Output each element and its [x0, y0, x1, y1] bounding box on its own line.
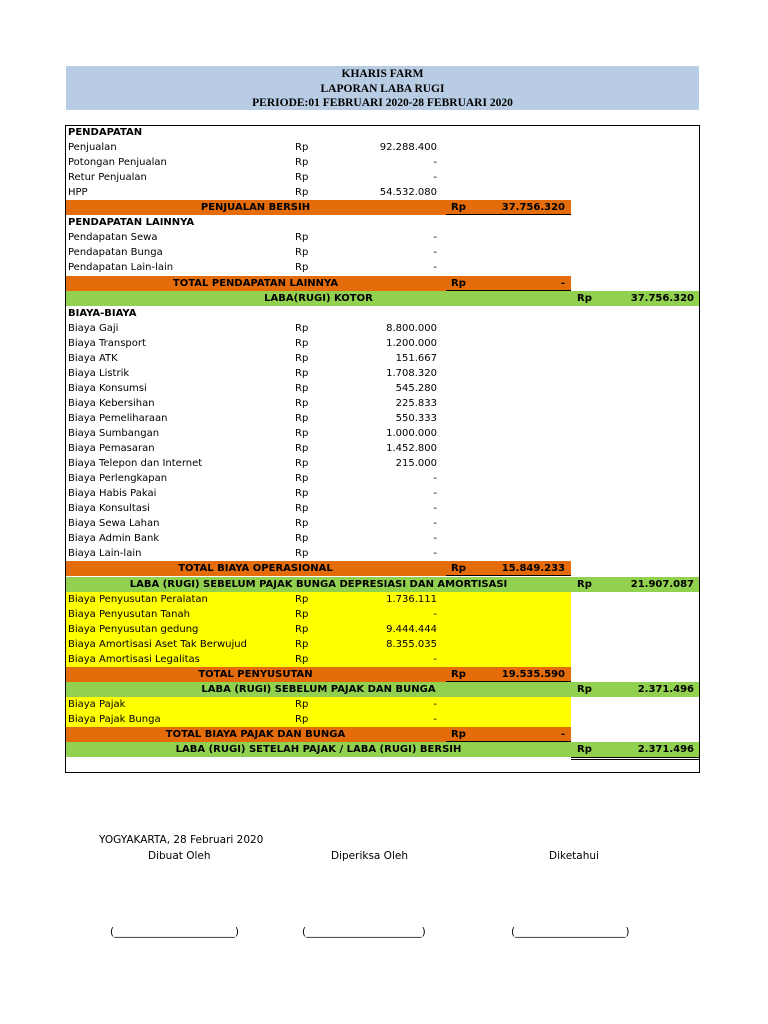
currency-label: Rp [295, 698, 309, 710]
line-item [66, 652, 699, 667]
line-item-label: Biaya Konsumsi [68, 382, 147, 394]
line-item [66, 712, 699, 727]
line-item-value: - [433, 157, 437, 169]
line-item [66, 260, 699, 275]
currency-label: Rp [295, 593, 309, 605]
currency-label: Rp [577, 578, 592, 590]
line-item-value: 225.833 [395, 397, 437, 409]
currency-label: Rp [295, 518, 309, 530]
currency-label: Rp [295, 172, 309, 184]
subtotal-label: TOTAL PENDAPATAN LAINNYA [172, 277, 339, 289]
line-item-label: Biaya Sewa Lahan [68, 518, 160, 530]
line-item-value: 8.355.035 [386, 638, 437, 650]
section-title [66, 306, 699, 321]
signature-line-acknowledger: (_____________________) [511, 926, 630, 938]
line-item-label: Biaya Amortisasi Legalitas [68, 653, 200, 665]
line-item-value: 1.452.800 [386, 443, 437, 455]
section-title-text: BIAYA-BIAYA [68, 307, 137, 319]
line-item [66, 516, 699, 531]
line-item-value: 1.736.111 [386, 593, 437, 605]
line-item [66, 155, 699, 170]
signature-line-checker: (______________________) [302, 926, 426, 938]
currency-label: Rp [295, 488, 309, 500]
line-item [66, 140, 699, 155]
currency-label: Rp [295, 397, 309, 409]
line-item-value: 1.200.000 [386, 337, 437, 349]
currency-label: Rp [295, 428, 309, 439]
line-item [66, 170, 699, 185]
line-item-label: Biaya Gaji [68, 322, 119, 334]
line-item-label: Biaya Kebersihan [68, 397, 155, 409]
line-item-label: Biaya Pajak [68, 698, 126, 710]
line-item-value: - [433, 518, 437, 530]
report-title: LAPORAN LABA RUGI [320, 82, 445, 95]
line-item [66, 185, 699, 200]
line-item [66, 230, 699, 245]
line-item [66, 351, 699, 366]
currency-label: Rp [295, 247, 309, 259]
currency-label: Rp [295, 653, 309, 665]
line-item-value: 8.800.000 [386, 322, 437, 334]
line-item-value: - [433, 608, 437, 620]
line-item-label: Potongan Penjualan [68, 157, 167, 169]
line-item [66, 245, 699, 260]
line-item-label: Pendapatan Lain-lain [68, 262, 174, 274]
line-item-label: Biaya Amortisasi Aset Tak Berwujud [68, 638, 247, 650]
summary-label: LABA (RUGI) SEBELUM PAJAK BUNGA DEPRESIASI DAN AMORTISASI [129, 578, 508, 590]
line-item-value: 92.288.400 [379, 142, 437, 154]
line-item-value: 1.708.320 [386, 367, 437, 379]
currency-label: Rp [451, 202, 466, 214]
line-item [66, 411, 699, 426]
currency-label: Rp [295, 262, 309, 274]
subtotal-value: - [560, 277, 565, 289]
currency-label: Rp [295, 608, 309, 620]
line-item-value: 550.333 [395, 412, 437, 424]
currency-label: Rp [295, 713, 309, 725]
line-item-value: - [433, 713, 437, 725]
line-item-label: Biaya Sumbangan [68, 428, 160, 439]
line-item [66, 366, 699, 381]
line-item [66, 441, 699, 456]
line-item [66, 381, 699, 396]
section-title-text: PENDAPATAN [68, 127, 143, 138]
line-item-value: - [433, 473, 437, 485]
line-item-value: 9.444.444 [386, 623, 437, 635]
section-title [66, 215, 699, 230]
line-item-value: - [433, 232, 437, 244]
line-item-label: Biaya Penyusutan Tanah [68, 608, 190, 620]
summary-row [66, 742, 699, 757]
summary-label: LABA (RUGI) SETELAH PAJAK / LABA (RUGI) BERSIH [175, 744, 462, 756]
line-item-label: Biaya Lain-lain [68, 548, 142, 560]
currency-label: Rp [295, 337, 309, 349]
currency-label: Rp [295, 533, 309, 545]
line-item-label: Biaya Transport [68, 337, 146, 349]
line-item [66, 471, 699, 486]
currency-label: Rp [295, 503, 309, 515]
line-item-value: 1.000.000 [386, 428, 437, 439]
line-item-label: Biaya Konsultasi [68, 503, 150, 515]
subtotal-row [66, 200, 699, 215]
line-item-value: 545.280 [395, 382, 437, 394]
currency-label: Rp [295, 157, 309, 169]
line-item-label: Biaya Penyusutan gedung [68, 623, 199, 635]
line-item-value: - [433, 488, 437, 500]
checked-by-label: Diperiksa Oleh [331, 850, 408, 862]
section-title-text: PENDAPATAN LAINNYA [68, 217, 195, 229]
line-item-value: 54.532.080 [379, 187, 437, 199]
line-item [66, 456, 699, 471]
final-underline [571, 757, 699, 760]
currency-label: Rp [451, 729, 466, 740]
line-item [66, 607, 699, 622]
line-item-value: - [433, 503, 437, 515]
line-item [66, 697, 699, 712]
line-item-label: Penjualan [68, 142, 117, 154]
currency-label: Rp [577, 744, 592, 756]
subtotal-value: - [560, 729, 565, 740]
currency-label: Rp [451, 277, 466, 289]
subtotal-row [66, 727, 699, 742]
summary-value: 37.756.320 [630, 292, 694, 304]
place-date: YOGYAKARTA, 28 Februari 2020 [99, 834, 264, 846]
currency-label: Rp [295, 458, 309, 470]
currency-label: Rp [451, 668, 466, 680]
company-name: KHARIS FARM [341, 68, 424, 80]
line-item-label: Biaya Perlengkapan [68, 473, 168, 485]
made-by-label: Dibuat Oleh [148, 850, 211, 862]
line-item-label: Pendapatan Bunga [68, 247, 163, 259]
line-item-label: Biaya ATK [68, 352, 118, 364]
line-item-label: Biaya Pemeliharaan [68, 412, 168, 424]
currency-label: Rp [577, 292, 592, 304]
line-item-value: - [433, 533, 437, 545]
line-item-label: Biaya Listrik [68, 367, 130, 379]
line-item-label: Biaya Admin Bank [68, 533, 160, 545]
currency-label: Rp [295, 352, 309, 364]
line-item-value: 151.667 [395, 352, 437, 364]
line-item [66, 336, 699, 351]
line-item-label: Retur Penjualan [68, 172, 147, 184]
line-item-label: Biaya Telepon dan Internet [68, 458, 203, 470]
line-item [66, 531, 699, 546]
summary-row [66, 291, 699, 306]
line-item-label: Biaya Pemasaran [68, 443, 155, 455]
summary-value: 2.371.496 [637, 683, 694, 695]
line-item-value: 215.000 [395, 458, 437, 470]
currency-label: Rp [295, 443, 309, 455]
line-item [66, 592, 699, 607]
summary-row [66, 577, 699, 592]
section-title [66, 125, 699, 140]
subtotal-row [66, 276, 699, 291]
subtotal-value: 19.535.590 [501, 668, 565, 680]
line-item-value: - [433, 262, 437, 274]
currency-label: Rp [451, 563, 466, 575]
subtotal-value: 37.756.320 [501, 202, 565, 214]
currency-label: Rp [295, 187, 309, 199]
line-item [66, 486, 699, 501]
line-item [66, 637, 699, 652]
line-item-label: Biaya Penyusutan Peralatan [68, 593, 208, 605]
currency-label: Rp [295, 367, 309, 379]
currency-label: Rp [295, 382, 309, 394]
subtotal-label: TOTAL BIAYA PAJAK DAN BUNGA [165, 729, 346, 740]
line-item-value: - [433, 247, 437, 259]
currency-label: Rp [577, 683, 592, 695]
subtotal-value: 15.849.233 [501, 563, 565, 575]
line-item-value: - [433, 548, 437, 560]
line-item-label: Biaya Habis Pakai [68, 488, 157, 500]
subtotal-label: TOTAL PENYUSUTAN [198, 668, 313, 680]
subtotal-row [66, 561, 699, 576]
line-item-label: Biaya Pajak Bunga [68, 713, 161, 725]
currency-label: Rp [295, 142, 309, 154]
line-item-value: - [433, 698, 437, 710]
line-item [66, 622, 699, 637]
currency-label: Rp [295, 548, 309, 560]
line-item-label: Pendapatan Sewa [68, 232, 158, 244]
currency-label: Rp [295, 412, 309, 424]
line-item [66, 321, 699, 336]
subtotal-label: PENJUALAN BERSIH [200, 202, 311, 214]
row-highlight [66, 697, 571, 712]
line-item-value: - [433, 172, 437, 184]
line-item-label: HPP [68, 187, 88, 199]
subtotal-label: TOTAL BIAYA OPERASIONAL [178, 563, 333, 575]
currency-label: Rp [295, 623, 309, 635]
summary-value: 21.907.087 [630, 578, 694, 590]
line-item [66, 426, 699, 441]
report-header [66, 66, 699, 110]
signature-line-maker: (_______________________) [110, 926, 239, 938]
subtotal-row [66, 667, 699, 682]
summary-label: LABA (RUGI) SEBELUM PAJAK DAN BUNGA [201, 683, 436, 695]
currency-label: Rp [295, 322, 309, 334]
line-item [66, 396, 699, 411]
summary-row [66, 682, 699, 697]
summary-label: LABA(RUGI) KOTOR [264, 292, 373, 304]
line-item [66, 501, 699, 516]
line-item-value: - [433, 653, 437, 665]
acknowledged-label: Diketahui [549, 850, 599, 862]
report-period: PERIODE:01 FEBRUARI 2020-28 FEBRUARI 2020 [252, 97, 513, 109]
currency-label: Rp [295, 232, 309, 244]
line-item [66, 546, 699, 561]
summary-value: 2.371.496 [637, 744, 694, 756]
currency-label: Rp [295, 473, 309, 485]
currency-label: Rp [295, 638, 309, 650]
